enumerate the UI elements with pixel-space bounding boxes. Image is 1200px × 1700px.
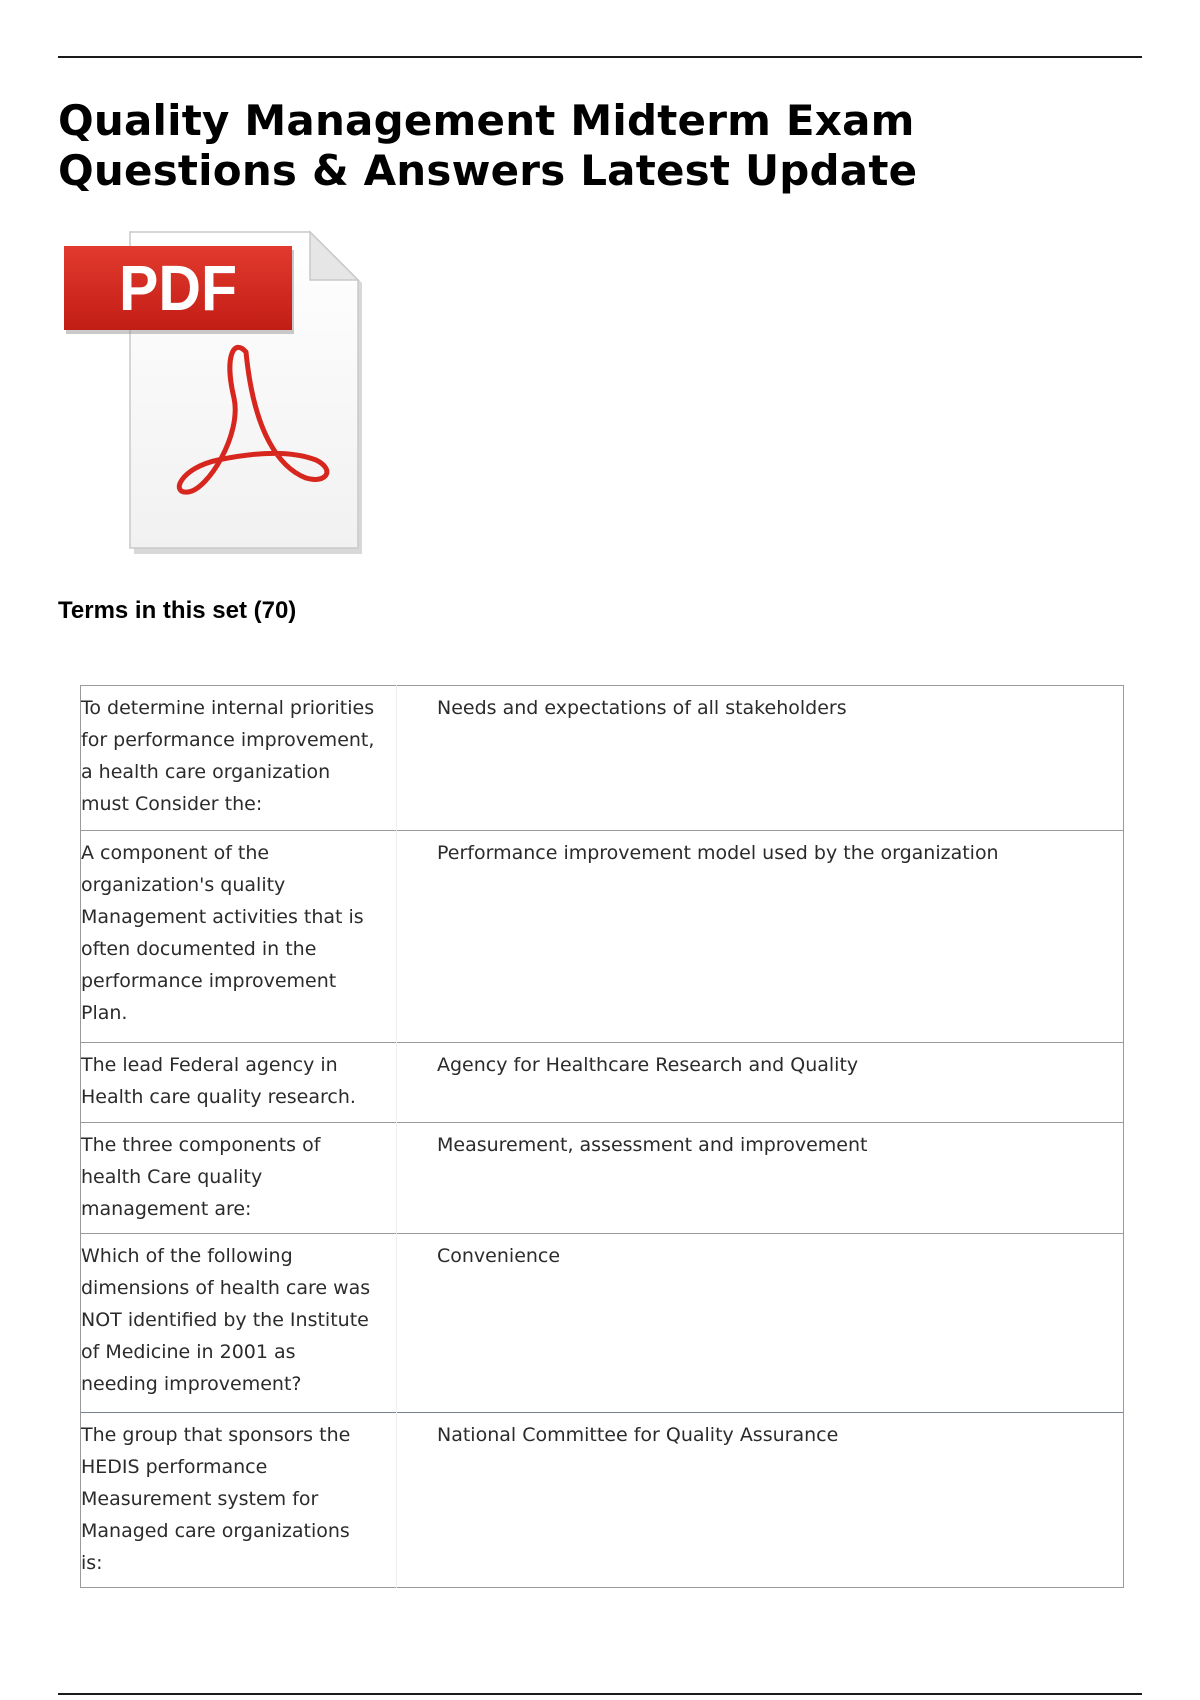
definition-cell: Convenience (397, 1234, 1124, 1413)
term-cell: A component of the organization's quality Management activities that is often documented in the performance improvement Plan. (81, 831, 397, 1043)
definition-cell: National Committee for Quality Assurance (397, 1413, 1124, 1588)
pdf-file-icon (58, 228, 388, 558)
table-row (81, 1043, 1124, 1123)
terms-heading: Terms in this set (70) (58, 597, 297, 624)
term-cell: The group that sponsors the HEDIS performance Measurement system for Managed care organizations is: (81, 1413, 397, 1588)
definition-cell: Performance improvement model used by the organization (397, 831, 1124, 1043)
table-row (81, 1413, 1124, 1588)
terms-table (80, 685, 1124, 1588)
table-row (81, 1234, 1124, 1413)
definition-cell: Agency for Healthcare Research and Quality (397, 1043, 1124, 1123)
document-title: Quality Management Midterm Exam Questions & Answers Latest Update (58, 96, 918, 195)
definition-cell: Measurement, assessment and improvement (397, 1123, 1124, 1234)
term-cell: To determine internal priorities for performance improvement, a health care organization must Consider the: (81, 686, 397, 831)
table-row (81, 686, 1124, 831)
term-cell: The three components of health Care quality management are: (81, 1123, 397, 1234)
table-row (81, 831, 1124, 1043)
definition-cell: Needs and expectations of all stakeholders (397, 686, 1124, 831)
top-rule (58, 56, 1142, 58)
pdf-icon-label: PDF (119, 252, 237, 324)
term-cell: Which of the following dimensions of health care was NOT identified by the Institute of Medicine in 2001 as needing improvement? (81, 1234, 397, 1413)
table-row (81, 1123, 1124, 1234)
bottom-rule (58, 1693, 1142, 1695)
term-cell: The lead Federal agency in Health care quality research. (81, 1043, 397, 1123)
